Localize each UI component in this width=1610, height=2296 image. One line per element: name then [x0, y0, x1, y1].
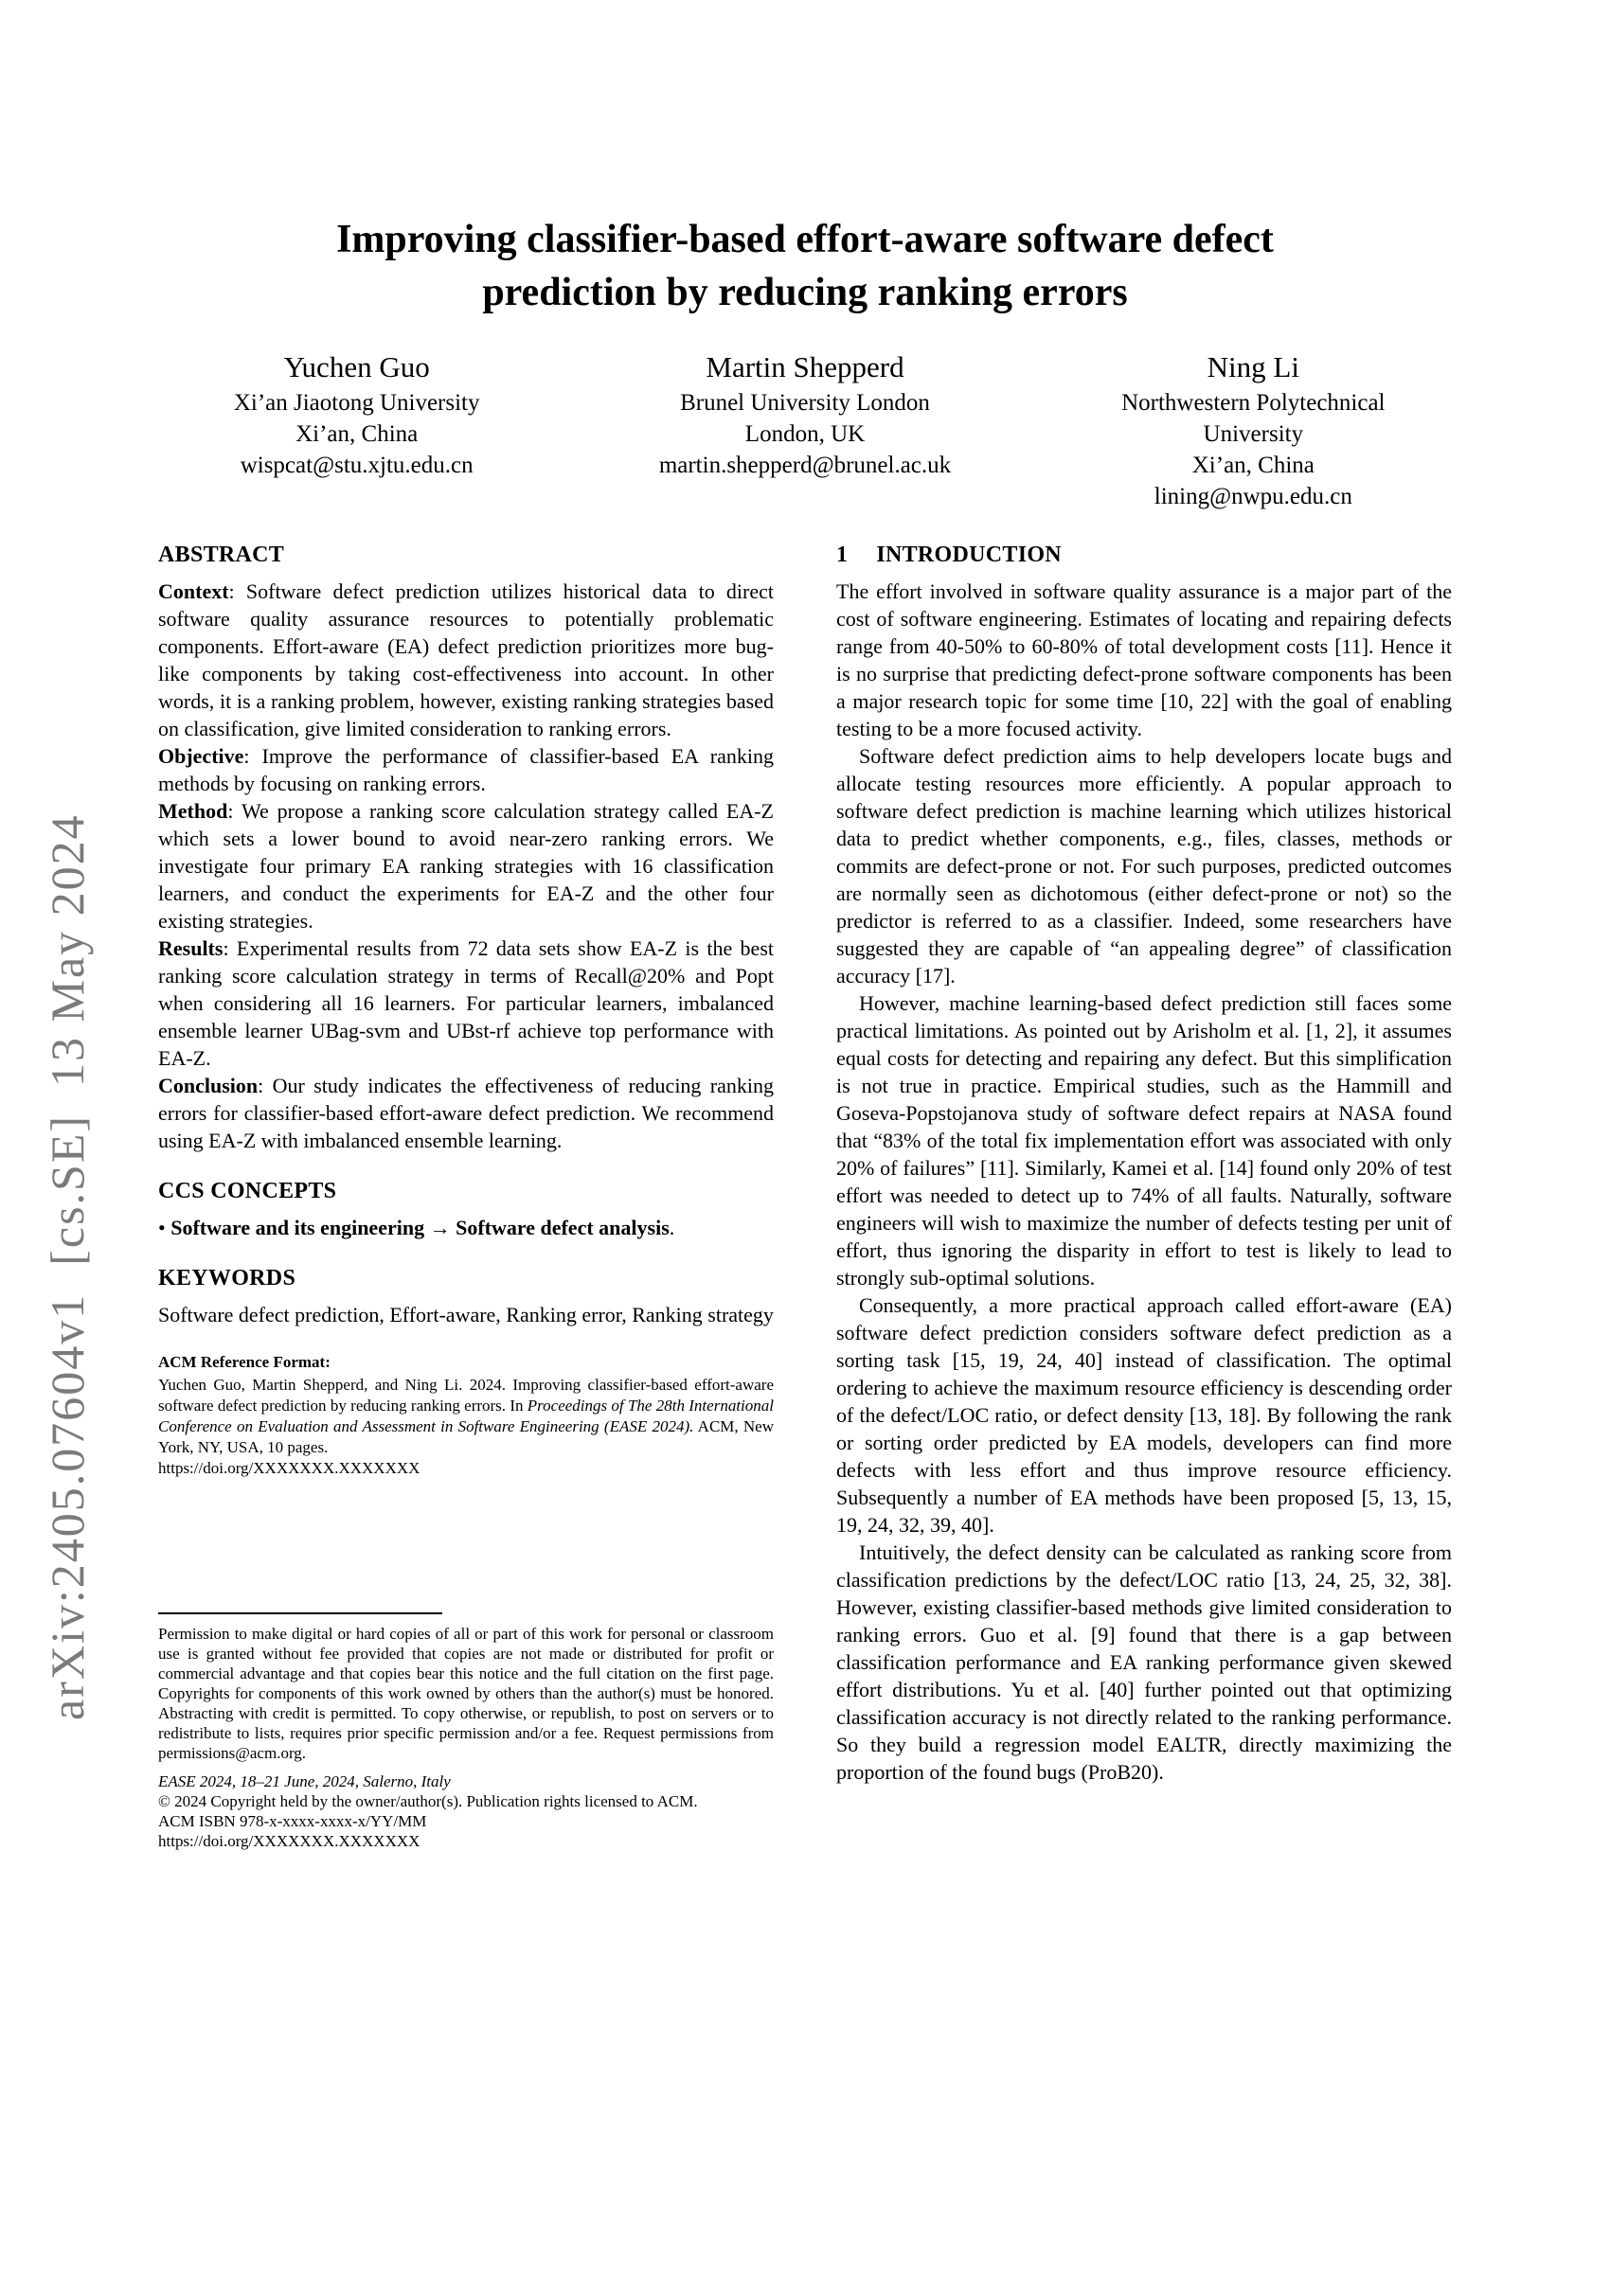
ccs-period: . [669, 1216, 675, 1239]
author-affiliation-line: Northwestern Polytechnical [1121, 390, 1386, 416]
ccs-arrow: → [429, 1216, 451, 1239]
acm-reference-heading: ACM Reference Format: [158, 1353, 331, 1371]
ccs-concept-primary: Software and its engineering [170, 1216, 425, 1239]
footnote-doi [158, 1831, 774, 1851]
author-affiliation-line: London, UK [744, 421, 866, 447]
paper-page [0, 213, 1610, 1851]
keywords-heading: KEYWORDS [158, 1266, 296, 1290]
footnote-doi-link[interactable]: https://doi.org/XXXXXXX.XXXXXXX [158, 1832, 420, 1850]
abstract-item-label: Context [158, 579, 229, 603]
conference-line: EASE 2024, 18–21 June, 2024, Salerno, Italy [158, 1772, 451, 1790]
abstract-context-paragraph [158, 578, 774, 742]
abstract-item-text: : Software defect prediction utilizes historical data to direct software quality assurance resources to potentially problematic components. Effort-aware (EA) defect prediction prioritizes more bug-like components by taking cost-effectiveness into account. In other words, it is a ranking problem, however, existing ranking strategies based on classification, give limited consideration to ranking errors. [158, 579, 774, 740]
abstract-item-label: Results [158, 936, 224, 960]
author-affiliation-line: Xi’an Jiaotong University [233, 390, 480, 416]
section-number: 1 [836, 543, 849, 567]
footnote-rule [158, 1612, 442, 1614]
acm-reference-proceedings: Proceedings of The 28th International Conference on Evaluation and Assessment in Software Engineering (EASE 2024). [158, 1397, 774, 1435]
author-affiliation-line: University [1203, 421, 1304, 447]
ccs-bullet: • [158, 1216, 166, 1239]
two-column-body [0, 543, 1610, 1851]
acm-reference-part1: Yuchen Guo, Martin Shepperd, and Ning Li. 2024. Improving classifier-based effort-aware software defect prediction by reducing ranking errors. In [158, 1376, 774, 1415]
intro-paragraph-1: The effort involved in software quality assurance is a major part of the cost of software engineering. Estimates of locating and repairing defects range from 40-50% to 60-80% of total development costs [11]. Hence it is no surprise that predicting defect-prone software components has been a major research topic for some time [10, 22] with the goal of enabling testing to be a more focused activity. [836, 579, 1452, 740]
author-affiliation-line: Xi’an, China [295, 421, 419, 447]
ccs-concepts-heading: CCS CONCEPTS [158, 1179, 337, 1203]
author-name: Ning Li [1207, 350, 1299, 383]
abstract-heading: ABSTRACT [158, 543, 285, 567]
author-block-1 [133, 347, 581, 512]
abstract-method-paragraph [158, 797, 774, 934]
author-row [0, 347, 1610, 512]
author-email-link[interactable]: lining@nwpu.edu.cn [1154, 484, 1352, 509]
abstract-item-label: Objective [158, 744, 244, 768]
author-email[interactable] [581, 450, 1029, 481]
intro-paragraph-3: However, machine learning-based defect prediction still faces some practical limitations. As pointed out by Arisholm et al. [1, 2], it assumes equal costs for detecting and repairing any defect. But this simplification is not true in practice. Empirical studies, such as the Hammill and Goseva-Popstojanova study of software defect repairs at NASA found that “83% of the total fix implementation effort was associated with only 20% of failures” [11]. Similarly, Kamei et al. [14] found only 20% of test effort was needed to detect up to 74% of all faults. Naturally, software engineers will wish to maximize the number of defects testing per unit of effort, thus ignoring the disparity in effort to test is likely to lead to strongly sub-optimal solutions. [836, 991, 1452, 1290]
permission-text: Permission to make digital or hard copies of all or part of this work for personal or classroom use is granted without fee provided that copies are not made or distributed for profit or commercial advantage and that copies bear this notice and the full citation on the first page. Copyrights for components of this work owned by others than the author(s) must be honored. Abstracting with credit is permitted. To copy otherwise, or republish, to post on servers or to redistribute to lists, requires prior specific permission and/or a fee. Request permissions from permissions@acm.org. [158, 1625, 774, 1762]
intro-paragraph-4: Consequently, a more practical approach called effort-aware (EA) software defect prediction considers software defect prediction as a sorting task [15, 19, 24, 40] instead of classification. The optimal ordering to achieve the maximum resource efficiency is descending order of the defect/LOC ratio, or defect density [13, 18]. By following the rank or sorting order predicted by EA models, developers can find more defects with less effort and thus improve resource efficiency. Subsequently a number of EA methods have been proposed [5, 13, 15, 19, 24, 32, 39, 40]. [836, 1293, 1452, 1537]
author-block-3 [1029, 347, 1477, 512]
author-name: Martin Shepperd [706, 350, 904, 383]
acm-reference-doi-link[interactable]: https://doi.org/XXXXXXX.XXXXXXX [158, 1459, 420, 1477]
author-block-2 [581, 347, 1029, 512]
intro-paragraph-5: Intuitively, the defect density can be calculated as ranking score from classification predictions by the defect/LOC ratio [13, 24, 25, 32, 38]. However, existing classifier-based methods give limited consideration to ranking errors. Guo et al. [9] found that there is a gap between classification performance and EA ranking performance given skewed effort distributions. Yu et al. [40] further pointed out that optimizing classification accuracy is not directly related to the ranking performance. So they build a regression model EALTR, directly maximizing the proportion of the found bugs (ProB20). [836, 1540, 1452, 1784]
acm-reference-text [158, 1375, 774, 1479]
abstract-objective-paragraph [158, 742, 774, 797]
abstract-item-text: : Improve the performance of classifier-based EA ranking methods by focusing on ranking errors. [158, 744, 774, 795]
abstract-item-text: : Our study indicates the effectiveness of reducing ranking errors for classifier-based effort-aware defect prediction. We recommend using EA-Z with imbalanced ensemble learning. [158, 1074, 774, 1152]
footnote-block [158, 1612, 774, 1851]
copyright-line: © 2024 Copyright held by the owner/author(s). Publication rights licensed to ACM. [158, 1792, 698, 1810]
author-affiliation-line: Xi’an, China [1191, 453, 1315, 478]
left-column [158, 543, 774, 1851]
intro-paragraph-2: Software defect prediction aims to help developers locate bugs and allocate testing resources more efficiently. A popular approach to software defect prediction is machine learning which utilizes historical data to predict whether components, e.g., files, classes, methods or commits are defect-prone or not. For such purposes, predicted outcomes are normally seen as dichotomous (either defect-prone or not) so the predictor is referred to as a classifier. Indeed, some researchers have suggested they are capable of “an appealing degree” of classification accuracy [17]. [836, 744, 1452, 988]
ccs-concept-secondary: Software defect analysis [456, 1216, 670, 1239]
author-email[interactable] [133, 450, 581, 481]
abstract-item-text: : Experimental results from 72 data sets show EA-Z is the best ranking score calculation strategy in terms of Recall@20% and Popt when considering all 16 learners. For particular learners, imbalanced ensemble learner UBag-svm and UBst-rf achieve top performance with EA-Z. [158, 936, 774, 1070]
abstract-results-paragraph [158, 934, 774, 1072]
author-email-link[interactable]: martin.shepperd@brunel.ac.uk [658, 453, 952, 478]
author-name: Yuchen Guo [283, 350, 430, 383]
section-title: INTRODUCTION [876, 543, 1062, 567]
author-email[interactable] [1029, 481, 1477, 512]
ccs-concepts-line [158, 1214, 774, 1241]
keywords-text: Software defect prediction, Effort-aware, Ranking error, Ranking strategy [158, 1303, 774, 1326]
author-email-link[interactable]: wispcat@stu.xjtu.edu.cn [240, 453, 474, 478]
introduction-heading [836, 543, 1452, 568]
paper-title: Improving classifier-based effort-aware software defect prediction by reducing ranking errors [336, 218, 1274, 314]
author-affiliation-line: Brunel University London [680, 390, 930, 416]
abstract-item-label: Conclusion [158, 1074, 259, 1097]
abstract-conclusion-paragraph [158, 1072, 774, 1154]
abstract-item-text: : We propose a ranking score calculation strategy called EA-Z which sets a lower bound to avoid near-zero ranking errors. We investigate four primary EA ranking strategies with 16 classification learners, and conduct the experiments for EA-Z and the other four existing strategies. [158, 799, 774, 933]
arxiv-watermark: arXiv:2405.07604v1 [cs.SE] 13 May 2024 [41, 813, 94, 1720]
right-column [836, 543, 1452, 1851]
abstract-item-label: Method [158, 799, 228, 823]
acm-reference-part3: ACM, New York, NY, USA, 10 pages. [158, 1417, 774, 1456]
isbn-line: ACM ISBN 978-x-xxxx-xxxx-x/YY/MM [158, 1812, 427, 1830]
